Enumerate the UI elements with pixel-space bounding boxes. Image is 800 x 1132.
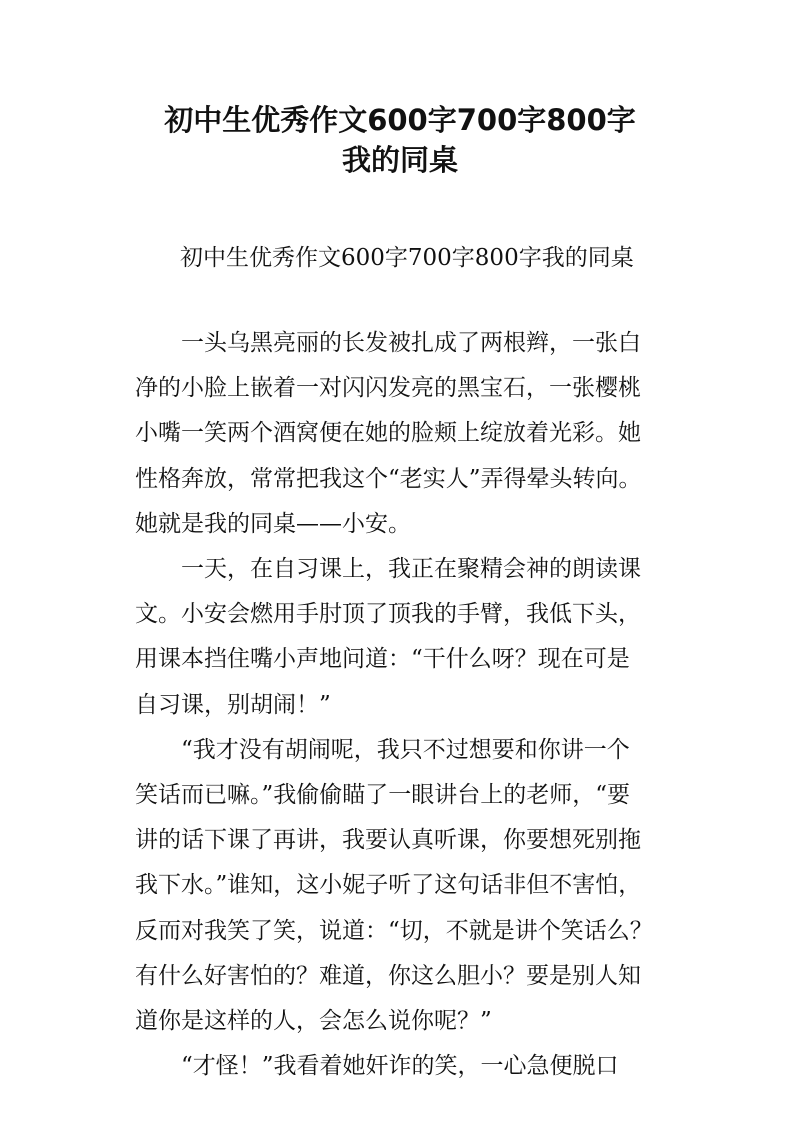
body-text-line: “才怪！”我看着她奸诈的笑，一心急便脱口 (135, 1053, 619, 1080)
body-text-line: 一头乌黑亮丽的长发被扎成了两根辫，一张白 (135, 330, 641, 356)
body-text-line: 用课本挡住嘴小声地问道：“干什么呀？现在可是 (135, 646, 630, 673)
body-text-line: 自习课，别胡闹！” (135, 691, 331, 718)
body-text-line: 小嘴一笑两个酒窝便在她的脸颊上绽放着光彩。她 (135, 420, 641, 447)
body-text-line: 她就是我的同桌——小安。 (135, 510, 411, 537)
document-title-line-1: 初中生优秀作文600字700字800字 (164, 103, 636, 137)
body-text-line: 笑话而已嘛。”我偷偷瞄了一眼讲台上的老师，“要 (135, 782, 631, 808)
body-text-line: 净的小脸上嵌着一对闪闪发亮的黑宝石，一张樱桃 (135, 375, 641, 402)
body-text-line: 反而对我笑了笑，说道：“切，不就是讲个笑话么？ (135, 917, 653, 944)
body-text-line: “我才没有胡闹呢，我只不过想要和你讲一个 (135, 736, 630, 763)
body-text-line: 讲的话下课了再讲，我要认真听课，你要想死别拖 (135, 827, 641, 854)
document-title-line-2: 我的同桌 (341, 143, 458, 177)
body-text-line: 一天，在自习课上，我正在聚精会神的朗读课 (135, 556, 641, 582)
document-subtitle: 初中生优秀作文600字700字800字我的同桌 (180, 245, 634, 271)
body-text-line: 我下水。”谁知，这小妮子听了这句话非但不害怕， (135, 872, 642, 899)
body-text-line: 性格奔放，常常把我这个“老实人”弄得晕头转向。 (135, 465, 642, 492)
body-text-line: 有什么好害怕的？难道，你这么胆小？要是别人知 (135, 962, 641, 989)
body-text-line: 文。小安会燃用手肘顶了顶我的手臂，我低下头， (135, 601, 641, 628)
body-text-line: 道你是这样的人，会怎么说你呢？” (135, 1008, 492, 1034)
